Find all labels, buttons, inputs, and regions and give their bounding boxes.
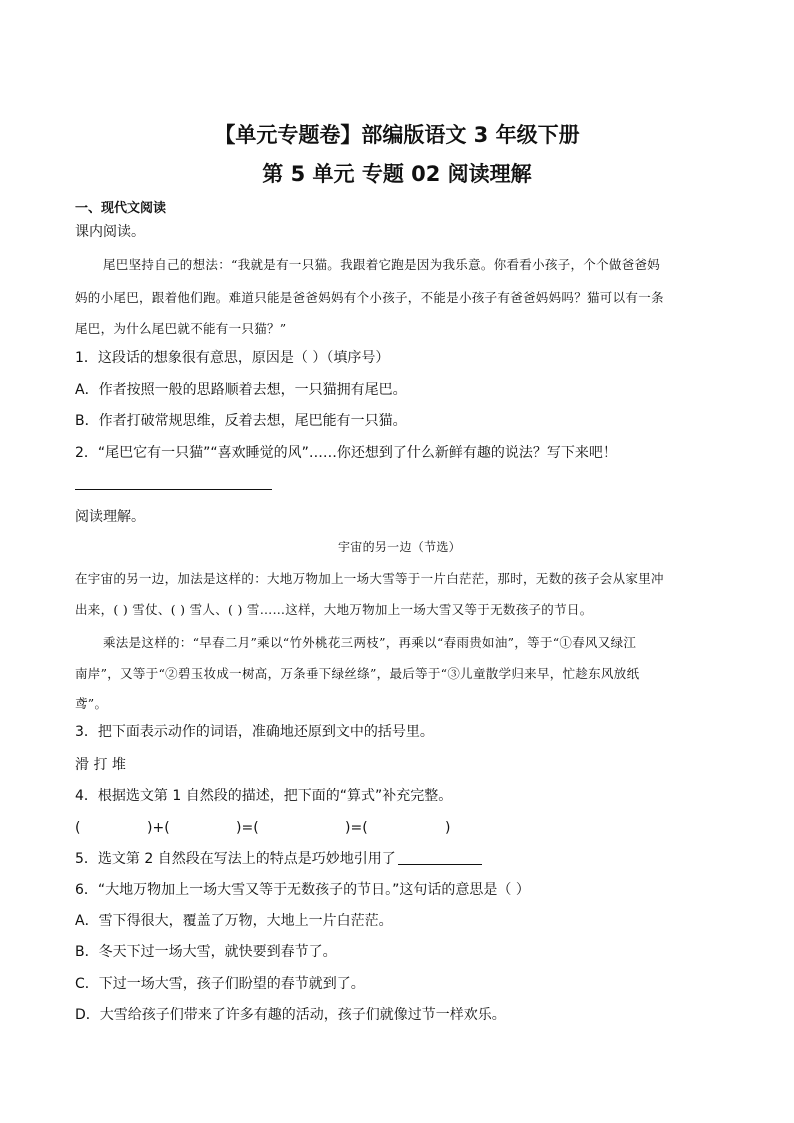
passage2-line-3: 乘法是这样的：“早春二月”乘以“竹外桃花三两枝”，再乘以“春雨贵如油”，等于“①春风又绿江 [103,635,637,650]
equation-part-2: )+( [147,820,170,836]
question-3: 3．把下面表示动作的词语，准确地还原到文中的括号里。 [75,724,434,740]
question-6-option-a: A．雪下得很大，覆盖了万物，大地上一片白茫茫。 [75,913,393,929]
equation-part-3: )=( [236,820,259,836]
page-title: 【单元专题卷】部编版语文 3 年级下册 [214,123,580,147]
passage2-line-1: 在宇宙的另一边，加法是这样的：大地万物加上一场大雪等于一片白茫茫，那时，无数的孩子会从家里冲 [75,571,664,586]
passage1-line-2: 妈的小尾巴，跟着他们跑。难道只能是爸爸妈妈有个小孩子，不能是小孩子有爸爸妈妈吗？猫可以有一条 [75,290,664,305]
passage2-line-5: 鸢”。 [75,696,108,711]
question-4: 4．根据选文第 1 自然段的描述，把下面的“算式”补充完整。 [75,788,453,804]
question-1: 1．这段话的想象很有意思，原因是（ ）（填序号） [75,350,390,366]
question-5-text: 5．选文第 2 自然段在写法上的特点是巧妙地引用了 [75,851,396,867]
page-subtitle: 第 5 单元 专题 02 阅读理解 [262,162,532,186]
question-5-blank [398,850,482,865]
part2-label: 阅读理解。 [75,509,145,525]
question-6-option-c: C．下过一场大雪，孩子们盼望的春节就到了。 [75,976,365,992]
equation-part-5: ) [445,820,451,836]
question-2: 2．“尾巴它有一只猫”“喜欢睡觉的风”……你还想到了什么新鲜有趣的说法？写下来吧！ [75,445,617,461]
question-3-words: 滑 打 堆 [75,757,126,773]
passage1-line-1: 尾巴坚持自己的想法：“我就是有一只猫。我跟着它跑是因为我乐意。你看看小孩子，个个做爸爸妈 [103,257,661,272]
answer-line [75,489,272,490]
question-5 [75,849,724,869]
equation-part-4: )=( [345,820,368,836]
passage2-title: 宇宙的另一边（节选） [337,540,461,554]
question-6: 6．“大地万物加上一场大雪又等于无数孩子的节日。”这句话的意思是（ ） [75,882,530,898]
equation-part-1: ( [75,820,81,836]
passage2-line-2: 出来，( ) 雪仗、( ) 雪人、( ) 雪……这样，大地万物加上一场大雪又等于无数孩子的节日。 [75,602,593,617]
passage2-line-4: 南岸”，又等于“②碧玉妆成一树高，万条垂下绿丝绦”，最后等于“③儿童散学归来早，忙趁东风放纸 [75,666,640,681]
question-1-option-b: B．作者打破常规思维，反着去想，尾巴能有一只猫。 [75,413,407,429]
question-6-option-d: D．大雪给孩子们带来了许多有趣的活动，孩子们就像过节一样欢乐。 [75,1007,506,1023]
section-heading: 一、现代文阅读 [75,201,167,216]
question-6-option-b: B．冬天下过一场大雪，就快要到春节了。 [75,944,337,960]
passage1-line-3: 尾巴，为什么尾巴就不能有一只猫？” [75,321,287,336]
question-1-option-a: A．作者按照一般的思路顺着去想，一只猫拥有尾巴。 [75,382,407,398]
part1-label: 课内阅读。 [75,224,145,240]
